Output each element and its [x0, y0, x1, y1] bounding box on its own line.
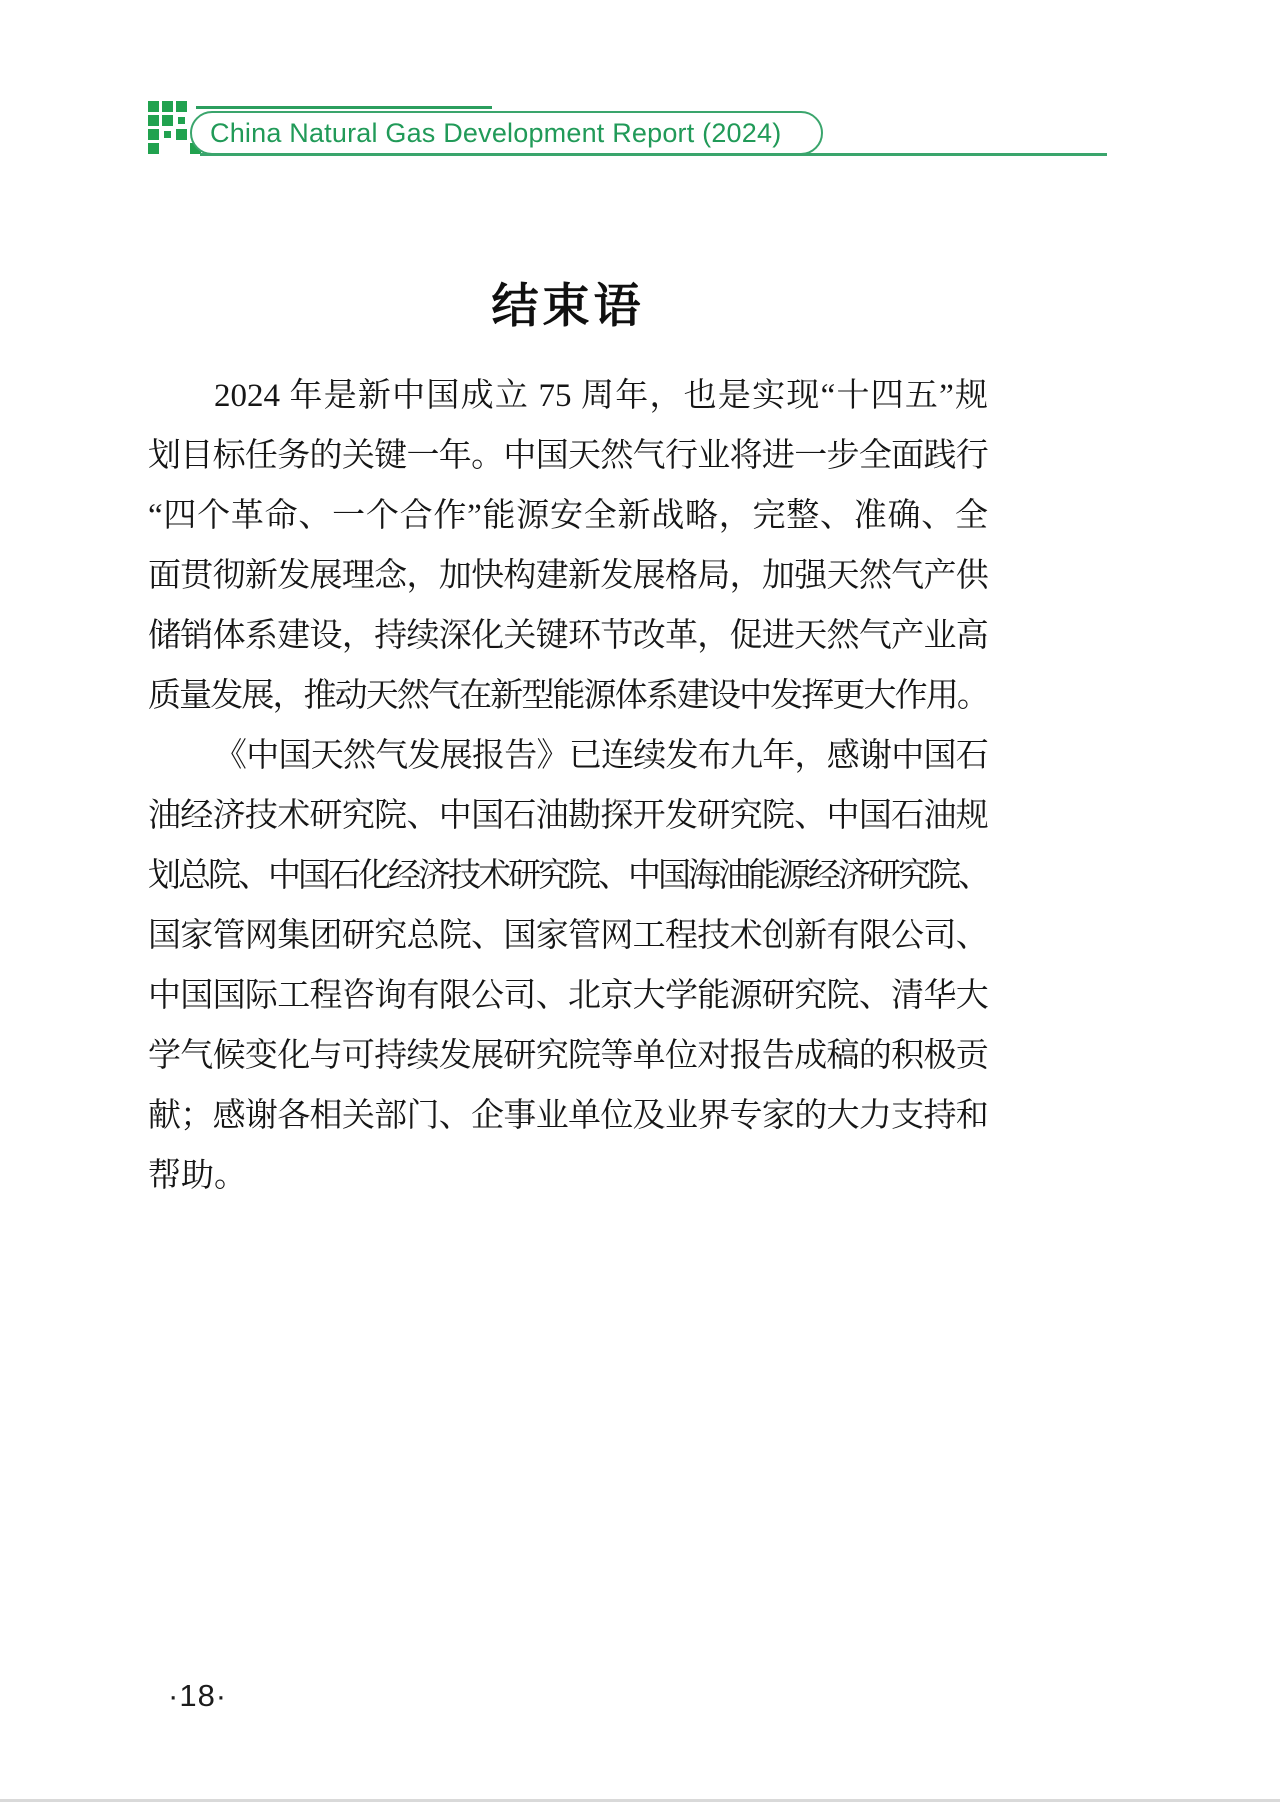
logo-pixel [148, 143, 159, 154]
body-line: “四个革命、一个合作”能源安全新战略，完整、准确、全 [148, 498, 988, 534]
body-line: 储销体系建设，持续深化关键环节改革，促进天然气产业高 [148, 618, 988, 654]
body-line: 学气候变化与可持续发展研究院等单位对报告成稿的积极贡 [148, 1038, 988, 1074]
body-line: 油经济技术研究院、中国石油勘探开发研究院、中国石油规 [148, 798, 988, 834]
logo-pixel [176, 143, 187, 154]
body-line: 面贯彻新发展理念，加快构建新发展格局，加强天然气产供 [148, 558, 988, 594]
body-line: 帮助。 [148, 1158, 247, 1194]
logo-pixel [176, 115, 187, 126]
body-line: 质量发展，推动天然气在新型能源体系建设中发挥更大作用。 [148, 678, 988, 714]
logo-pixel [148, 129, 159, 140]
page-number: ·18· [168, 1678, 228, 1713]
logo-pixel [148, 115, 159, 126]
logo-pixel [162, 101, 173, 112]
report-title-pill [190, 111, 823, 155]
report-title: China Natural Gas Development Report (2024) [210, 117, 782, 148]
body-line: 划目标任务的关键一年。中国天然气行业将进一步全面践行 [148, 438, 988, 474]
body-line: 划总院、中国石化经济技术研究院、中国海油能源经济研究院、 [148, 858, 988, 894]
body-line: 中国国际工程咨询有限公司、北京大学能源研究院、清华大 [148, 978, 988, 1014]
chapter-title: 结束语 [491, 279, 645, 333]
logo-pixel [162, 143, 173, 154]
logo-pixel [162, 129, 173, 140]
header-rule-line [200, 153, 1107, 156]
logo-pixel [176, 101, 187, 112]
body-line: 献；感谢各相关部门、企事业单位及业界专家的大力支持和 [148, 1098, 988, 1134]
body-line: 国家管网集团研究总院、国家管网工程技术创新有限公司、 [148, 918, 988, 954]
body-text [148, 366, 988, 1206]
logo-pixel [176, 129, 187, 140]
header-top-accent-line [196, 106, 492, 109]
body-line: 2024 年是新中国成立 75 周年，也是实现“十四五”规 [214, 378, 988, 414]
body-line: 《中国天然气发展报告》已连续发布九年，感谢中国石 [214, 738, 988, 774]
logo-pixel [162, 115, 173, 126]
logo-pixel [148, 101, 159, 112]
